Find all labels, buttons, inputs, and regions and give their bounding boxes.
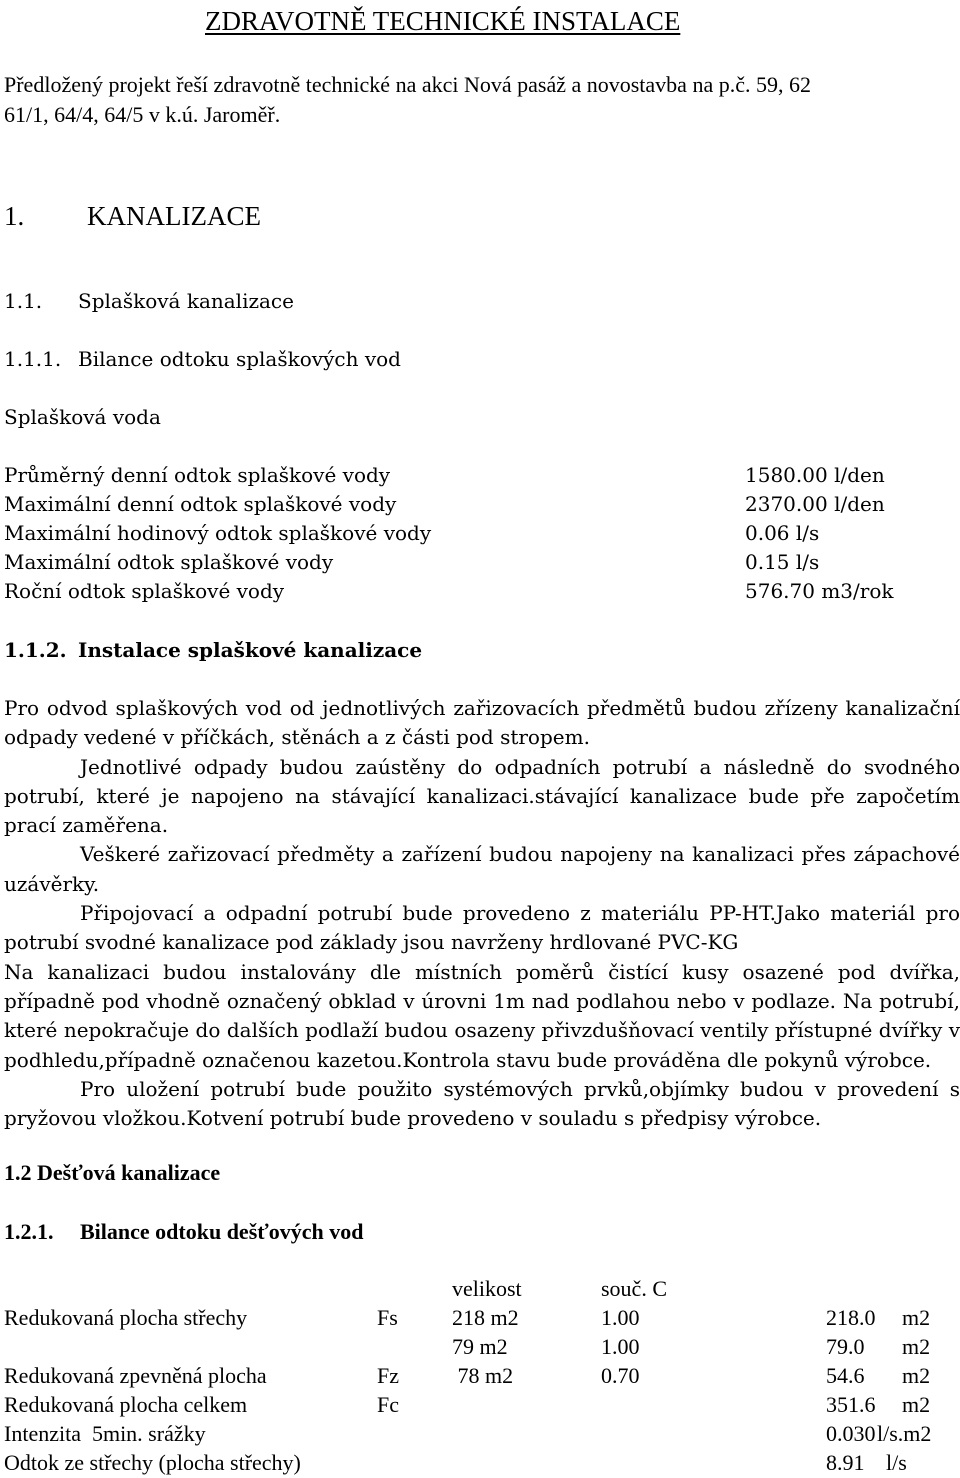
- row-size: 218 m2: [452, 1305, 519, 1330]
- section-1-2-heading: 1.2 Dešťová kanalizace: [4, 1160, 221, 1185]
- paragraph: Připojovací a odpadní potrubí bude provedeno z materiálu PP-HT.Jako materiál pro potrubí svodné kanalizace pod základy jsou navrženy hrdlované PVC-KG: [4, 901, 960, 955]
- row-unit: l/s: [886, 1450, 907, 1475]
- intro-line-2: 61/1, 64/4, 64/5 v k.ú. Jaroměř.: [4, 102, 281, 127]
- paragraph: Na kanalizaci budou instalovány dle místních poměrů čistící kusy osazené pod dvířka, případně pod vhodně označený obklad v úrovni 1m nad podlahou nebo v podlaze. Na potrubí, které nepokračuje do dalších podlaží budou osazeny přivzdušňovací ventily přístupné dvířky v podhledu,případně označenou kazetou.Kontrola stavu bude prováděna dle pokynů výrobce.: [4, 959, 960, 1072]
- page-title: ZDRAVOTNĚ TECHNICKÉ INSTALACE: [205, 6, 681, 36]
- row-size: 79 m2: [452, 1334, 508, 1359]
- section-1-1-1-title: Bilance odtoku splaškových vod: [78, 347, 401, 371]
- row-unit: m2: [902, 1363, 931, 1388]
- row-coefficient: 0.70: [601, 1363, 640, 1388]
- row-label: Redukovaná zpevněná plocha: [4, 1363, 267, 1388]
- paragraph: Pro odvod splaškových vod od jednotlivých zařizovacích předmětů budou zřízeny kanalizační odpady vedené v příčkách, stěnách a z části pod stropem.: [4, 696, 960, 750]
- paragraph: Veškeré zařizovací předměty a zařízení budou napojeny na kanalizaci přes zápachové uzávěrky.: [4, 842, 960, 896]
- row-value: 54.6: [826, 1363, 865, 1388]
- balance-value: 0.15 l/s: [745, 550, 820, 574]
- intro-line-1: Předložený projekt řeší zdravotně technické na akci Nová pasáž a novostavba na p.č. 59, 62: [4, 72, 811, 97]
- paragraph: Jednotlivé odpady budou zaústěny do odpadních potrubí a následně do svodného potrubí, které je napojeno na stávající kanalizaci.stávající kanalizace bude pře započetím prací zaměřena.: [4, 754, 960, 838]
- row-unit: m2: [902, 1334, 931, 1359]
- balance-label: Maximální hodinový odtok splaškové vody: [4, 521, 432, 545]
- section-1-title: KANALIZACE: [87, 201, 261, 231]
- row-coefficient: 1.00: [601, 1334, 640, 1359]
- row-value: 0.030: [826, 1421, 876, 1446]
- section-1-1-title: Splašková kanalizace: [78, 289, 294, 313]
- balance-value: 2370.00 l/den: [745, 492, 885, 516]
- row-label: Redukovaná plocha střechy: [4, 1305, 248, 1330]
- balance-label: Roční odtok splaškové vody: [4, 579, 285, 603]
- row-coefficient: 1.00: [601, 1305, 640, 1330]
- row-symbol: Fc: [377, 1392, 399, 1417]
- section-1-number: 1.: [4, 201, 25, 231]
- coefficient-column-header: souč. C: [601, 1276, 667, 1301]
- row-size: 78 m2: [452, 1363, 514, 1388]
- section-1-2-1-title: Bilance odtoku dešťových vod: [80, 1219, 364, 1244]
- rain-table-header: [4, 1274, 944, 1303]
- balance-value: 576.70 m3/rok: [745, 579, 894, 603]
- balance-label: Maximální odtok splaškové vody: [4, 550, 334, 574]
- row-unit: l/s.m2: [877, 1421, 932, 1446]
- section-1-1-1-number: 1.1.1.: [4, 347, 62, 371]
- installation-text: [4, 694, 960, 1133]
- row-label: Intenzita 5min. srážky: [4, 1421, 206, 1446]
- row-label: Redukovaná plocha celkem: [4, 1392, 248, 1417]
- row-label: Odtok ze střechy (plocha střechy): [4, 1450, 301, 1475]
- table-row: [4, 1361, 944, 1390]
- balance-value: 0.06 l/s: [745, 521, 820, 545]
- row-symbol: Fs: [377, 1305, 398, 1330]
- section-1-1-2-number: 1.1.2.: [4, 638, 67, 662]
- section-1-1-2-title: Instalace splaškové kanalizace: [78, 638, 423, 662]
- table-row: [4, 1448, 944, 1477]
- balance-label: Maximální denní odtok splaškové vody: [4, 492, 397, 516]
- balance-value: 1580.00 l/den: [745, 463, 885, 487]
- table-row: [4, 1419, 944, 1448]
- row-unit: m2: [902, 1305, 931, 1330]
- row-unit: m2: [902, 1392, 931, 1417]
- row-value: 218.0: [826, 1305, 876, 1330]
- waste-water-label: Splašková voda: [4, 405, 161, 429]
- row-value: 79.0: [826, 1334, 865, 1359]
- section-1-1-number: 1.1.: [4, 289, 43, 313]
- size-column-header: velikost: [452, 1276, 522, 1301]
- paragraph: Pro uložení potrubí bude použito systémových prvků,objímky budou v provedení s pryžovou vložkou.Kotvení potrubí bude provedeno v souladu s předpisy výrobce.: [4, 1076, 960, 1131]
- row-symbol: Fz: [377, 1363, 399, 1388]
- section-1-2-1-number: 1.2.1.: [4, 1219, 54, 1244]
- table-row: [4, 1303, 944, 1332]
- table-row: [4, 1332, 944, 1361]
- balance-label: Průměrný denní odtok splaškové vody: [4, 463, 391, 487]
- row-value: 8.91: [826, 1450, 865, 1475]
- table-row: [4, 1390, 944, 1419]
- row-value: 351.6: [826, 1392, 876, 1417]
